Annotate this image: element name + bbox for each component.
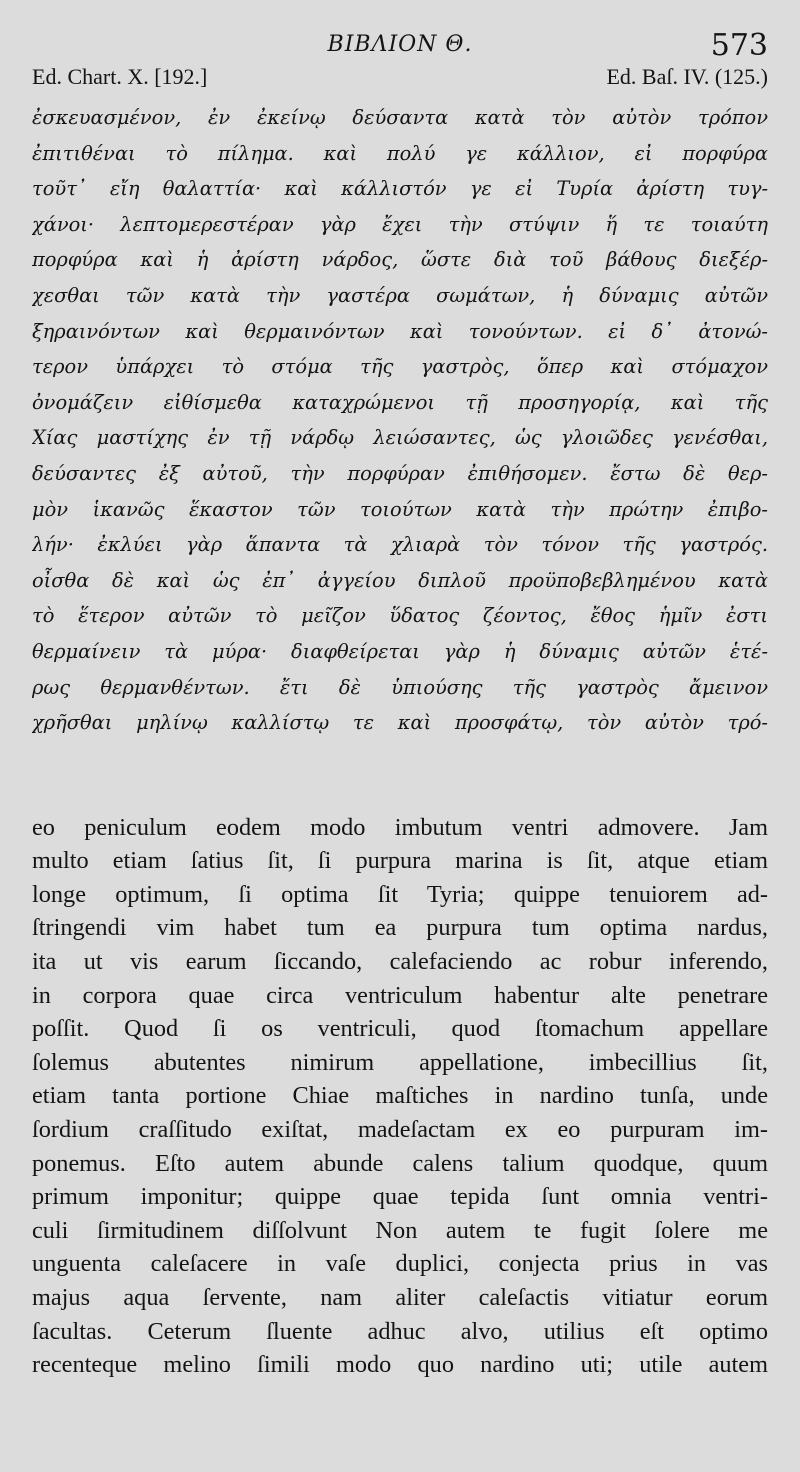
- greek-text-block: [32, 100, 768, 741]
- edition-references: [32, 64, 768, 100]
- latin-line: ſordium craſſitudo exiſtat, madeſactam ex eo purpuram im-: [32, 1116, 768, 1144]
- greek-line: ρως θερμανθέντων. ἔτι δὲ ὑπιούσης τῆς γαστρὸς ἄμεινον: [32, 675, 768, 699]
- greek-line: πορφύρα καὶ ἡ ἀρίστη νάρδος, ὥστε διὰ τοῦ βάθους διεξέρ-: [32, 248, 768, 272]
- column-gap: [32, 741, 768, 811]
- greek-line: δεύσαντες ἐξ αὐτοῦ, τὴν πορφύραν ἐπιθήσομεν. ἔστω δὲ θερ-: [32, 461, 768, 485]
- greek-line: μὸν ἱκανῶς ἕκαστον τῶν τοιούτων κατὰ τὴν πρώτην ἐπιβο-: [32, 497, 768, 521]
- greek-line: οἶσθα δὲ καὶ ὡς ἐπ᾽ ἀγγείου διπλοῦ προϋποβεβλημένου κατὰ: [32, 568, 768, 592]
- latin-line: unguenta caleſacere in vaſe duplici, conjecta prius in vas: [32, 1250, 768, 1278]
- greek-line: ἐπιτιθέναι τὸ πίλημα. καὶ πολύ γε κάλλιον, εἰ πορφύρα: [32, 141, 768, 165]
- latin-line: primum imponitur; quippe quae tepida ſunt omnia ventri-: [32, 1183, 768, 1211]
- latin-line: ſacultas. Ceterum ſluente adhuc alvo, utilius eſt optimo: [32, 1317, 768, 1345]
- latin-line: eo peniculum eodem modo imbutum ventri admovere. Jam: [32, 813, 768, 841]
- latin-line: ſtringendi vim habet tum ea purpura tum optima nardus,: [32, 914, 768, 942]
- greek-line: ὀνομάζειν εἰθίσμεθα καταχρώμενοι τῇ προσηγορίᾳ, καὶ τῆς: [32, 390, 768, 414]
- edition-basel: Ed. Baſ. IV. (125.): [606, 64, 768, 89]
- latin-line: recenteque melino ſimili modo quo nardino uti; utile autem: [32, 1351, 768, 1379]
- edition-chartier: Ed. Chart. X. [192.]: [32, 64, 208, 89]
- latin-line: longe optimum, ſi optima ſit Tyria; quippe tenuiorem ad-: [32, 880, 768, 908]
- book-title: BIBΛΙΟΝ Θ.: [327, 32, 473, 57]
- latin-line: majus aqua ſervente, nam aliter caleſactis vitiatur eorum: [32, 1284, 768, 1311]
- latin-line: culi ſirmitudinem diſſolvunt Non autem te fugit ſolere me: [32, 1216, 768, 1244]
- running-head: [32, 22, 768, 64]
- latin-line: poſſit. Quod ſi os ventriculi, quod ſtomachum appellare: [32, 1015, 768, 1043]
- greek-line: ξηραινόντων καὶ θερμαινόντων καὶ τονούντων. εἰ δ᾽ ἀτονώ-: [32, 319, 768, 343]
- greek-line: θερμαίνειν τὰ μύρα· διαφθείρεται γὰρ ἡ δύναμις αὐτῶν ἑτέ-: [32, 639, 768, 663]
- latin-line: ponemus. Eſto autem abunde calens talium quodque, quum: [32, 1149, 768, 1177]
- latin-line: ita ut vis earum ſiccando, calefaciendo ac robur inferendo,: [32, 948, 768, 976]
- latin-line: multo etiam ſatius ſit, ſi purpura marina is ſit, atque etiam: [32, 847, 768, 875]
- latin-line: ſolemus abutentes nimirum appellatione, imbecillius ſit,: [32, 1048, 768, 1076]
- greek-line: χρῆσθαι μηλίνῳ καλλίστῳ τε καὶ προσφάτῳ, τὸν αὐτὸν τρό-: [32, 711, 768, 735]
- greek-line: τερον ὑπάρχει τὸ στόμα τῆς γαστρὸς, ὅπερ καὶ στόμαχον: [32, 355, 768, 379]
- greek-line: Χίας μαστίχης ἐν τῇ νάρδῳ λειώσαντες, ὡς γλοιῶδες γενέσθαι,: [32, 426, 768, 450]
- latin-text-block: [32, 811, 768, 1382]
- greek-line: τὸ ἕτερον αὐτῶν τὸ μεῖζον ὕδατος ζέοντος, ἔθος ἡμῖν ἐστι: [32, 604, 768, 628]
- greek-line: ἐσκευασμένον, ἐν ἐκείνῳ δεύσαντα κατὰ τὸν αὐτὸν τρόπον: [32, 106, 768, 129]
- greek-line: λήν· ἐκλύει γὰρ ἅπαντα τὰ χλιαρὰ τὸν τόνον τῆς γαστρός.: [32, 533, 768, 557]
- latin-line: etiam tanta portione Chiae maſtiches in nardino tunſa, unde: [32, 1082, 768, 1110]
- page-number: 573: [710, 28, 768, 63]
- latin-line: in corpora quae circa ventriculum habentur alte penetrare: [32, 981, 768, 1009]
- greek-line: χεσθαι τῶν κατὰ τὴν γαστέρα σωμάτων, ἡ δύναμις αὐτῶν: [32, 283, 768, 307]
- greek-line: χάνοι· λεπτομερεστέραν γὰρ ἔχει τὴν στύψιν ἥ τε τοιαύτη: [32, 212, 768, 236]
- greek-line: τοῦτ᾽ εἴη θαλαττία· καὶ κάλλιστόν γε εἰ Τυρία ἀρίστη τυγ-: [32, 177, 768, 201]
